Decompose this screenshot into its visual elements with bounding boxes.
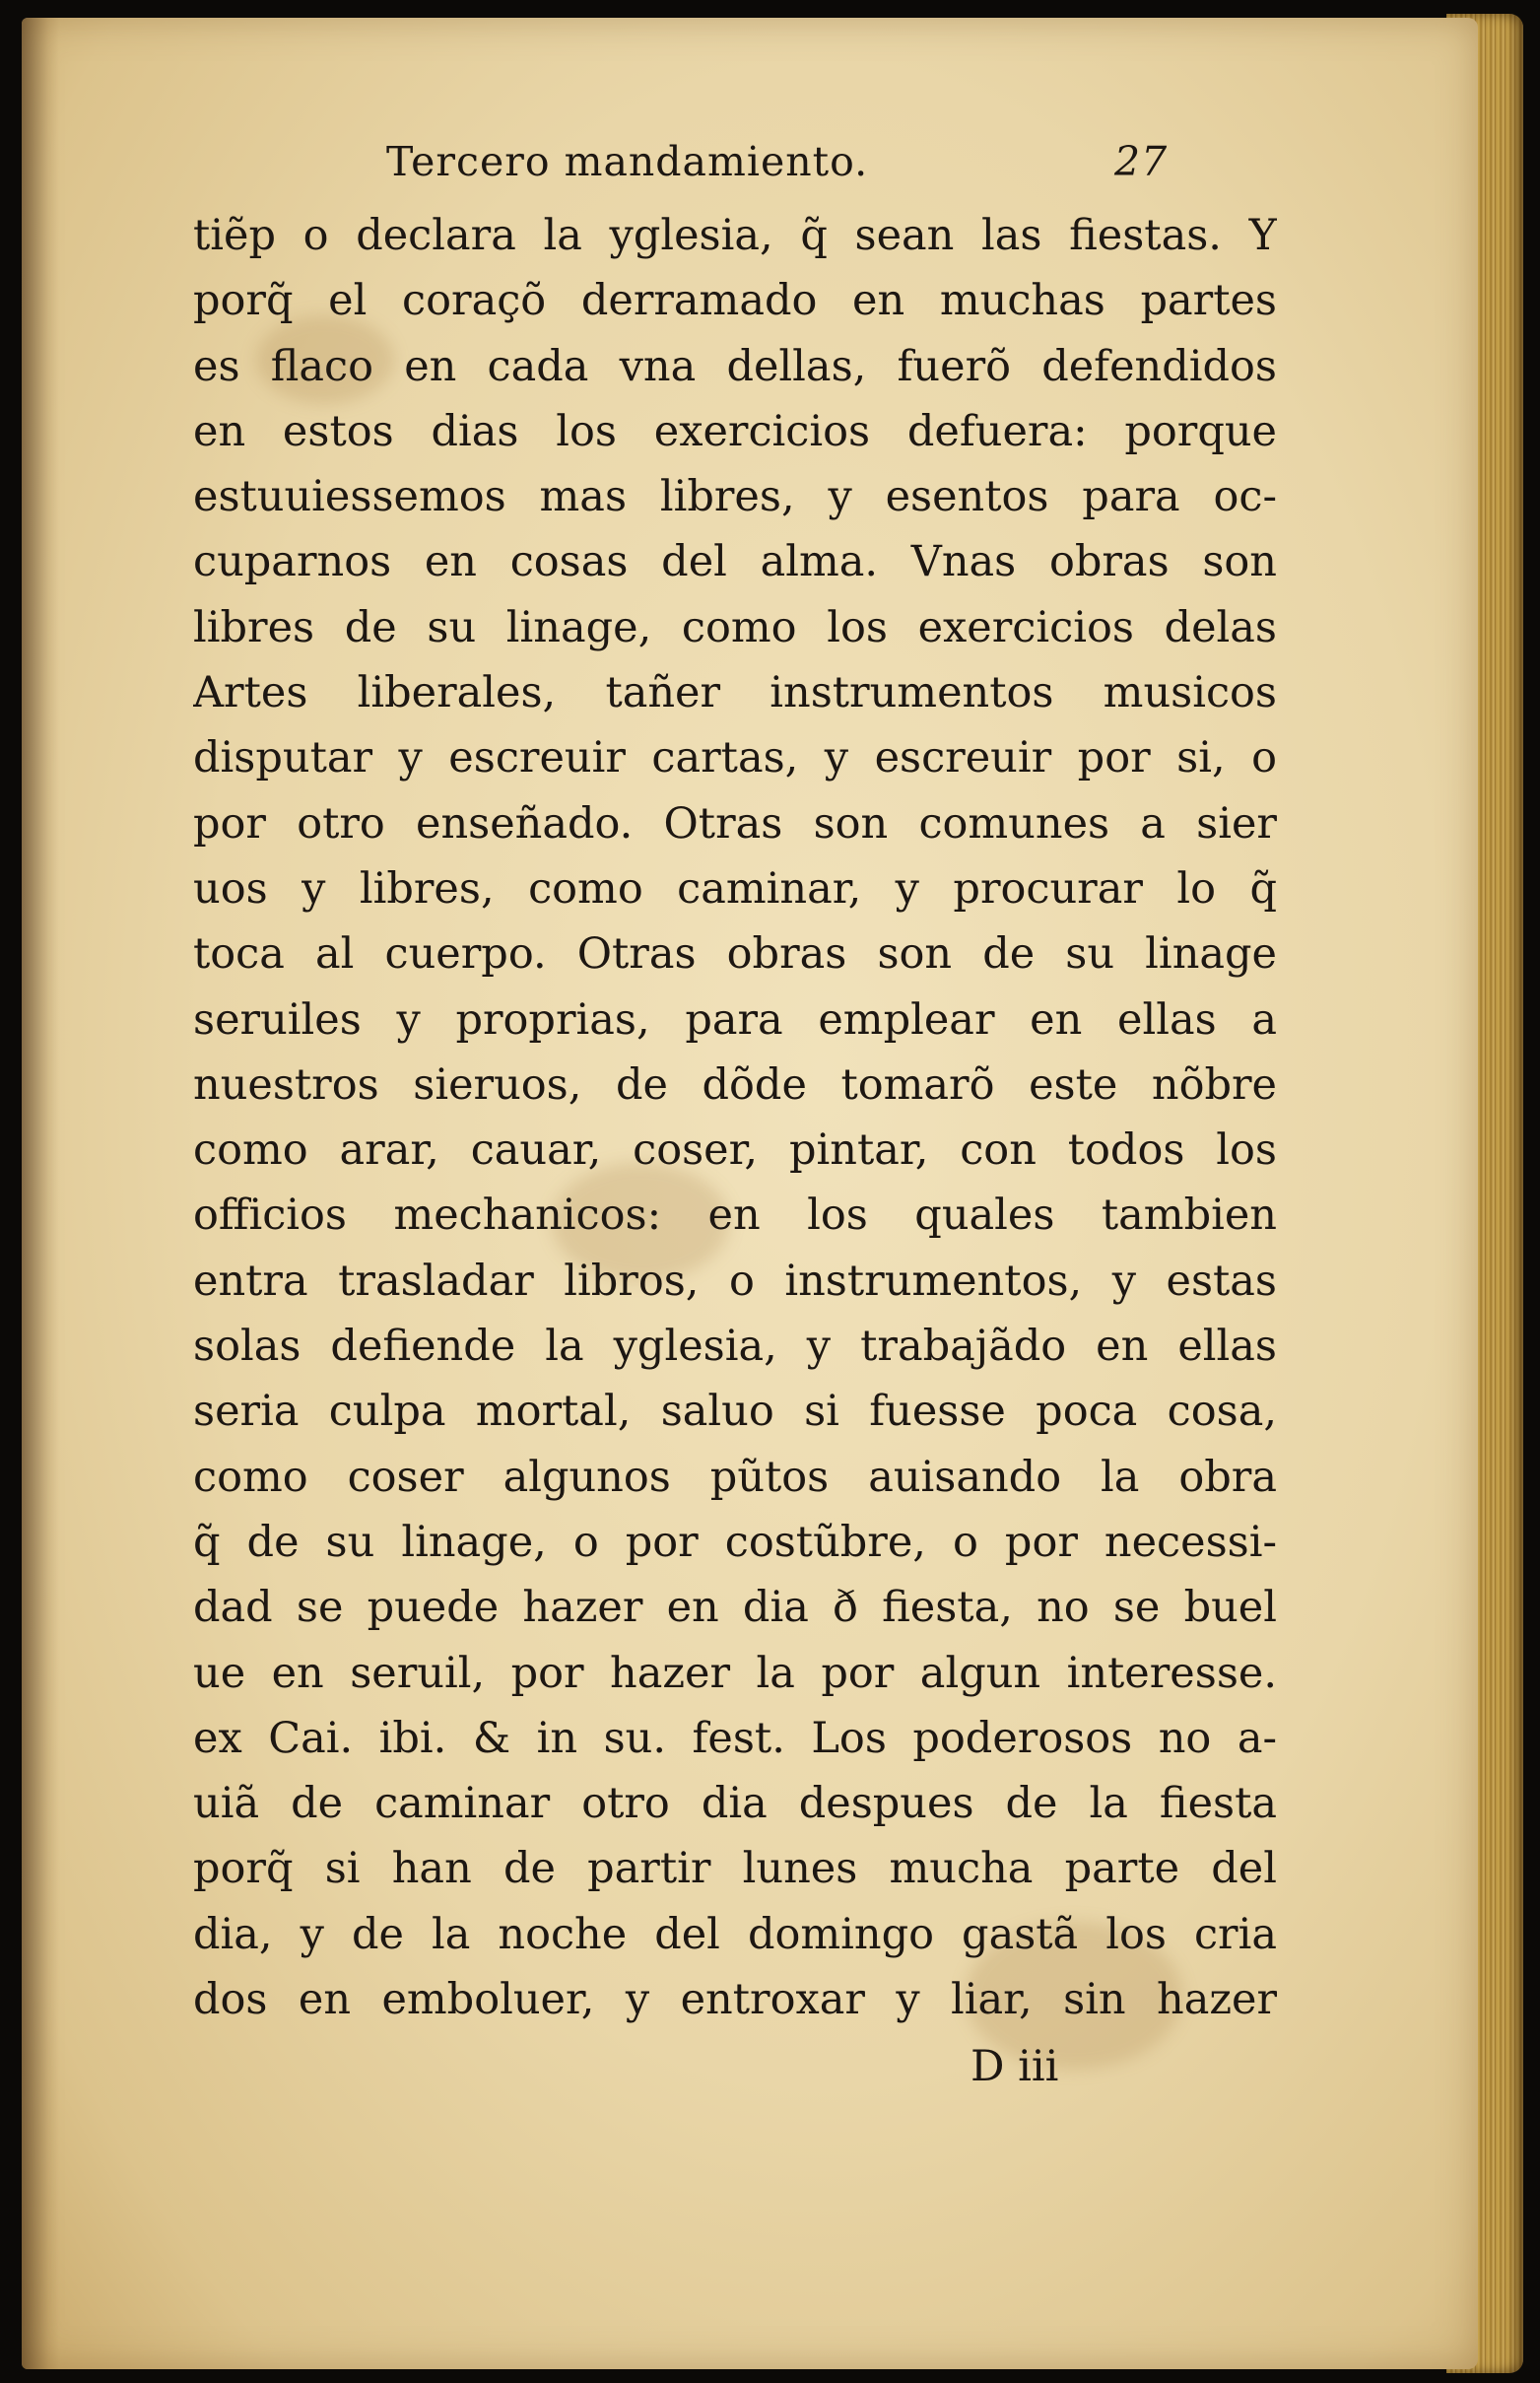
gutter-shadow xyxy=(22,18,59,2369)
text-line: entra trasladar libros, o instrumentos, y estas xyxy=(193,1256,1277,1306)
text-line: seria culpa mortal, saluo si fuesse poca cosa, xyxy=(193,1387,1277,1437)
text-line: por otro enseñado. Otras son comunes a sier xyxy=(193,798,1277,849)
text-line: seruiles y proprias, para emplear en ellas a xyxy=(193,994,1277,1045)
text-line: toca al cuerpo. Otras obras son de su linage xyxy=(193,929,1277,980)
text-line: es flaco en cada vna dellas, fuerõ defendidos xyxy=(193,341,1277,391)
body-text xyxy=(193,203,1277,2032)
text-line: dad se puede hazer en dia ð fiesta, no se buel xyxy=(193,1583,1277,1633)
text-line: tiẽp o declara la yglesia, q̃ sean las fiestas. Y xyxy=(193,211,1277,260)
text-line: cuparnos en cosas del alma. Vnas obras son xyxy=(193,537,1277,587)
text-line: como arar, cauar, coser, pintar, con todos los xyxy=(193,1125,1277,1176)
text-line: dia, y de la noche del domingo gastã los cria xyxy=(193,1909,1277,1959)
text-block xyxy=(193,138,1277,2032)
text-line: uiã de caminar otro dia despues de la fiesta xyxy=(193,1779,1277,1829)
signature-mark: D iii xyxy=(971,2042,1059,2091)
text-line: solas defiende la yglesia, y trabajãdo en ellas xyxy=(193,1322,1277,1372)
text-line: como coser algunos pũtos auisando la obra xyxy=(193,1452,1277,1502)
text-line: officios mechanicos: en los quales tambien xyxy=(193,1191,1277,1241)
text-line: Artes liberales, tañer instrumentos musicos xyxy=(193,668,1277,718)
text-line: disputar y escreuir cartas, y escreuir por si, o xyxy=(193,733,1277,783)
text-line: ue en seruil, por hazer la por algun interesse. xyxy=(193,1648,1277,1698)
text-line: en estos dias los exercicios defuera: porque xyxy=(193,406,1277,456)
text-line: uos y libres, como caminar, y procurar lo q̃ xyxy=(193,863,1277,914)
running-head xyxy=(193,138,1277,203)
running-head-title: Tercero mandamiento. xyxy=(386,138,869,185)
text-line: porq̃ el coraçõ derramado en muchas partes xyxy=(193,276,1277,326)
text-line: q̃ de su linage, o por costũbre, o por necessi- xyxy=(193,1517,1277,1567)
text-line: porq̃ si han de partir lunes mucha parte del xyxy=(193,1844,1277,1894)
text-line: libres de su linage, como los exercicios delas xyxy=(193,602,1277,652)
text-line: estuuiessemos mas libres, y esentos para oc- xyxy=(193,472,1277,522)
text-line: ex Cai. ibi. & in su. fest. Los poderosos no a- xyxy=(193,1713,1277,1763)
page-number: 27 xyxy=(1114,138,1169,185)
text-line: dos en emboluer, y entroxar y liar, sin hazer xyxy=(193,1975,1277,2025)
text-line: nuestros sieruos, de dõde tomarõ este nõbre xyxy=(193,1059,1277,1110)
